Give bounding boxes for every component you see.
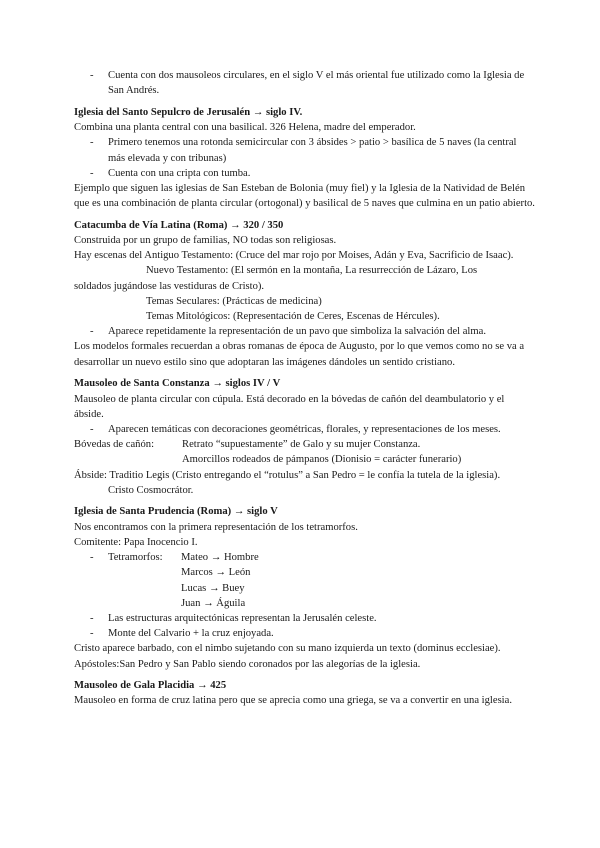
paragraph: Los modelos formales recuerdan a obras romanas de época de Augusto, por lo que vemos como no se va a desarrollar un nuevo estilo sino que adoptaran las imágenes dándoles un sentido cristiano.: [74, 341, 525, 368]
tetramorfos-item: Marcos → León: [181, 567, 251, 579]
section-santa-constanza: [74, 376, 536, 498]
tetramorfos-item: Juan → Águila: [181, 597, 246, 609]
paragraph: Construida por un grupo de familias, NO todas son religiosas.: [74, 235, 337, 247]
bullet-item: [74, 611, 536, 626]
bullet-item: [74, 422, 536, 437]
bullet-text: Monte del Calvario + la cruz enjoyada.: [108, 628, 274, 640]
bullet-dash: -: [90, 137, 94, 149]
bullet-dash: -: [90, 70, 94, 81]
bullet-text: Aparece repetidamente la representación de un pavo que simboliza la salvación del alma.: [108, 326, 486, 338]
paragraph: Comitente: Papa Inocencio I.: [74, 536, 198, 548]
section-via-latina: [74, 218, 536, 370]
paragraph-cosmocrator: Cristo Cosmocrátor.: [108, 484, 194, 496]
boveda-label: Bóvedas de cañón:: [74, 439, 155, 451]
tetramorfos-label: Tetramorfos:: [108, 552, 163, 564]
section-heading: Mausoleo de Gala Placidia → 425: [74, 680, 227, 692]
bullet-item: [74, 135, 536, 165]
boveda-item: Amorcillos rodeados de pámpanos (Dionisio = carácter funerario): [182, 454, 462, 466]
boveda-row: [74, 437, 536, 452]
bullet-item: [74, 324, 536, 339]
bullet-text: Las estructuras arquitectónicas representan la Jerusalén celeste.: [108, 612, 377, 624]
bullet-text: Cuenta con una cripta con tumba.: [108, 167, 251, 179]
paragraph: Apóstoles:San Pedro y San Pablo siendo coronados por las alegorías de la iglesia.: [74, 658, 421, 670]
bullet-dash: -: [90, 628, 94, 640]
paragraph: Ejemplo que siguen las iglesias de San Esteban de Bolonia (muy fiel) y la Iglesia de la Natividad de Belén que es una combinación de planta circular (ortogonal) y basilical de 5 naves que culmina en un patio abierto.: [74, 182, 535, 210]
paragraph: Cristo aparece barbado, con el nimbo sujetando con su mano izquierda un texto (dominus ecclesiae).: [74, 643, 501, 655]
paragraph-new-testament-cont: soldados jugándose las vestiduras de Cristo).: [74, 280, 265, 292]
section-santa-prudencia: [74, 504, 536, 671]
bullet-dash: -: [90, 423, 94, 435]
section-heading: Iglesia de Santa Prudencia (Roma) → siglo V: [74, 506, 278, 518]
bullet-text: Primero tenemos una rotonda semicircular con 3 ábsides > patio > basílica de 5 naves (la central más elevada y con tribunas): [108, 137, 517, 164]
paragraph: Mausoleo en forma de cruz latina pero que se aprecia como una griega, se va a convertir en una iglesia.: [74, 695, 512, 707]
bullet-item: [74, 166, 536, 181]
bullet-dash: -: [90, 552, 94, 564]
bullet-dash: -: [90, 612, 94, 624]
paragraph-abside: Ábside: Traditio Legis (Cristo entregando el “rotulus” a San Pedro = le confía la tutela de la iglesia).: [74, 469, 501, 481]
section-heading: Iglesia del Santo Sepulcro de Jerusalén → siglo IV.: [74, 106, 303, 118]
bullet-dash: -: [90, 326, 94, 338]
tetramorfos-item: Mateo → Hombre: [181, 552, 259, 564]
section-heading: Mausoleo de Santa Constanza → siglos IV / V: [74, 378, 281, 390]
paragraph: Hay escenas del Antiguo Testamento: (Cruce del mar rojo por Moises, Adán y Eva, Sacrificio de Isaac).: [74, 250, 514, 262]
section-gala-placidia: [74, 678, 536, 708]
paragraph-secular: Temas Seculares: (Prácticas de medicina): [146, 295, 322, 307]
bullet-dash: -: [90, 167, 94, 179]
paragraph: Combina una planta central con una basilical. 326 Helena, madre del emperador.: [74, 122, 416, 134]
tetramorfos-row: [74, 550, 536, 565]
paragraph: Mausoleo de planta circular con cúpula. Está decorado en la bóvedas de cañón del deambulatorio y el ábside.: [74, 393, 505, 420]
intro-bullet-text: Cuenta con dos mausoleos circulares, en el siglo V el más oriental fue utilizado como la Iglesia de San Andrés.: [108, 70, 525, 97]
section-santo-sepulcro: [74, 105, 536, 211]
bullet-item: [74, 626, 536, 641]
document-page: [74, 68, 536, 709]
paragraph-mythological: Temas Mitológicos: (Representación de Ceres, Escenas de Hércules).: [146, 311, 440, 323]
paragraph: Nos encontramos con la primera representación de los tetramorfos.: [74, 521, 358, 533]
bullet-text: Aparecen temáticas con decoraciones geométricas, florales, y representaciones de los meses.: [108, 423, 501, 435]
tetramorfos-item: Lucas → Buey: [181, 582, 245, 594]
boveda-item: Retrato “supuestamente” de Galo y su mujer Constanza.: [182, 439, 421, 451]
intro-bullet: [74, 68, 536, 98]
paragraph-new-testament: Nuevo Testamento: (El sermón en la montaña, La resurrección de Lázaro, Los: [146, 265, 478, 277]
section-heading: Catacumba de Vía Latina (Roma) → 320 / 350: [74, 219, 284, 231]
